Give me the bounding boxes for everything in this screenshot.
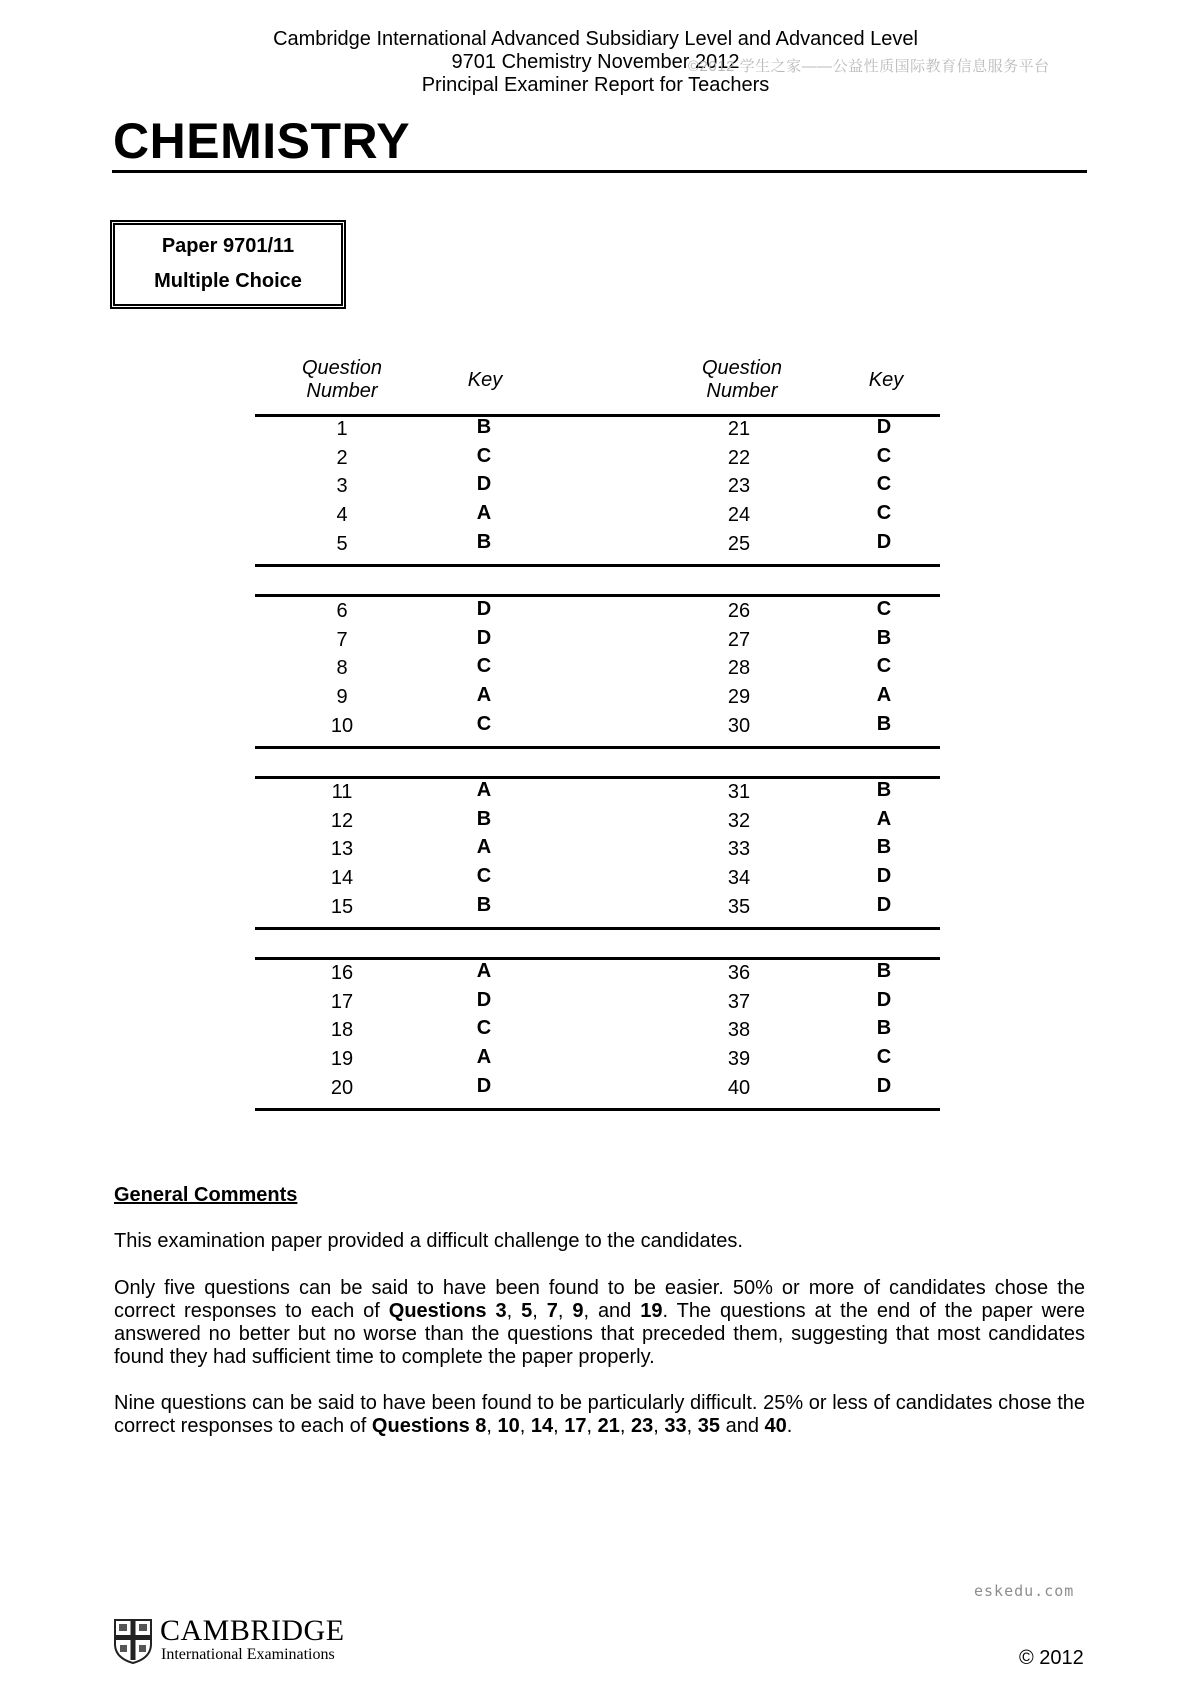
col-header-key-left: Key [467,369,503,391]
answer-key: A [476,779,492,801]
answer-key: B [876,960,892,982]
p3-text-a: Nine questions can be said to have been found to be particularly difficult. 25% or less of candidates chose the correct responses to each of [114,1392,1085,1437]
p3-q-number: 35 [697,1415,721,1437]
answer-key: B [876,779,892,801]
question-number: 20 [330,1076,354,1099]
question-number: 6 [336,600,348,622]
question-number: 34 [727,867,751,890]
p2-text-b: . The questions at the end of the paper were answered no better but no worse than the questions that preceded them, suggesting that most candidates found they had sufficient time to complete the paper properly. [114,1300,1085,1368]
p3-q-number: 23 [631,1415,654,1437]
paragraph-2: Only five questions can be said to have been found to be easier. 50% or more of candidates chose the correct responses to each of Questions 3, 5, 7, 9, and 19. The questions at the end of the paper were answered no better but no worse than the questions that preceded them, suggesting that most candidates found they had sufficient time to complete the paper properly. [114,1277,1085,1368]
table-rule [255,957,940,960]
question-number: 28 [727,657,751,680]
question-number: 16 [330,962,354,984]
answer-key: D [876,893,892,916]
answer-key: D [476,473,492,496]
answer-key: C [476,712,492,735]
p3-q-number: 33 [664,1415,687,1437]
answer-key: C [876,655,892,678]
table-rule [255,564,940,567]
col-header-key-right: Key [868,369,904,391]
table-rule [255,776,940,779]
p3-q-number: 10 [497,1415,520,1437]
question-number: 39 [727,1048,751,1071]
p3-q-number: 40 [764,1415,787,1437]
question-number: 7 [336,628,348,651]
page-title: CHEMISTRY [113,113,411,169]
answer-key: C [476,444,492,467]
p3-q-number: 14 [530,1415,554,1437]
answer-key: A [876,807,892,830]
answer-key: A [476,1046,492,1069]
answer-key: C [876,1046,892,1069]
header-line-2: 9701 Chemistry November 2012 [451,51,740,73]
p2-text-a: Only five questions can be said to have been found to be easier. 50% or more of candidates chose the correct responses to each of [114,1277,1085,1322]
question-number: 29 [727,686,751,709]
answer-key: B [476,807,492,830]
title-rule [112,170,1087,173]
header-line-3: Principal Examiner Report for Teachers [421,74,770,96]
answer-key: C [876,502,892,525]
question-number: 8 [336,657,348,680]
table-rule [255,746,940,749]
copyright: © 2012 [1019,1647,1084,1669]
answer-key: A [476,502,492,525]
p2-q-number: 3 [495,1300,507,1322]
question-number: 11 [331,781,353,803]
question-number: 18 [330,1019,354,1042]
footer-url: eskedu.com [974,1582,1075,1600]
answer-key: C [876,598,892,620]
question-number: 21 [727,418,751,440]
question-number: 9 [336,686,348,709]
question-number: 19 [330,1048,354,1071]
paper-box [110,220,346,309]
question-number: 15 [330,895,354,918]
answer-key: D [876,416,892,438]
question-number: 5 [336,532,348,555]
answer-key: B [876,626,892,649]
col-header-question-line2: Number [706,380,778,402]
question-number: 3 [336,475,348,498]
answer-key: B [476,530,492,553]
p2-questions: Questions [388,1300,487,1322]
p2-q-number: 7 [546,1300,558,1322]
answer-key: A [476,836,492,859]
answer-key: A [876,684,892,707]
answer-key: C [876,444,892,467]
question-number: 1 [336,418,348,440]
table-rule [255,927,940,930]
question-number: 23 [727,475,751,498]
answer-key: D [876,530,892,553]
paper-type: Multiple Choice [154,270,302,292]
answer-key: D [876,1074,892,1097]
answer-key: B [876,1017,892,1040]
question-number: 17 [330,990,354,1013]
table-rule [255,414,940,417]
watermark: ©2012 学生之家——公益性质国际教育信息服务平台 [688,58,1050,75]
answer-key: D [876,865,892,888]
answer-key: B [876,712,892,735]
question-number: 38 [727,1019,751,1042]
question-number: 10 [330,714,354,737]
question-number: 31 [727,781,751,803]
answer-key: B [876,836,892,859]
answer-key: C [476,865,492,888]
general-comments-heading: General Comments [114,1184,298,1206]
paragraph-1: This examination paper provided a difficult challenge to the candidates. [114,1230,743,1252]
logo-subtitle: International Examinations [161,1646,335,1663]
question-number: 33 [727,838,751,861]
answer-key: B [476,893,492,916]
paragraph-3: Nine questions can be said to have been found to be particularly difficult. 25% or less of candidates chose the correct responses to each of Questions 8, 10, 14, 17, 21, 23, 33, 35 and 40. [114,1392,1085,1437]
table-rule [255,594,940,597]
question-number: 32 [727,809,751,832]
cambridge-crest-icon [113,1618,153,1664]
p3-questions: Questions [371,1415,470,1437]
question-number: 40 [727,1076,751,1099]
answer-key: D [476,988,492,1011]
p3-q-number: 17 [564,1415,587,1437]
answer-key: D [476,626,492,649]
col-header-question-line1: Question [701,357,783,379]
question-number: 12 [330,809,354,832]
p3-q-number: 8 [475,1415,487,1437]
question-number: 35 [727,895,751,918]
question-number: 24 [727,504,751,527]
question-number: 36 [727,962,751,984]
question-number: 4 [336,504,348,527]
p3-q-number: 21 [597,1415,620,1437]
question-number: 25 [727,532,751,555]
col-header-question-left [282,357,402,403]
question-number: 13 [330,838,354,861]
answer-key: C [876,473,892,496]
answer-key: A [476,960,492,982]
answer-key: B [476,416,492,438]
question-number: 26 [727,600,751,622]
logo-wordmark: CAMBRIDGE [160,1614,345,1647]
answer-key: C [476,1017,492,1040]
answer-key: D [476,1074,492,1097]
p2-q-number: 9 [572,1300,584,1322]
col-header-question-line1: Question [301,357,383,379]
question-number: 27 [727,628,751,651]
question-number: 37 [727,990,751,1013]
col-header-question-right [682,357,802,403]
answer-key: D [476,598,492,620]
p2-q-number: 19 [640,1300,663,1322]
p2-q-number: 5 [521,1300,533,1322]
answer-key: A [476,684,492,707]
question-number: 14 [330,867,354,890]
col-header-question-line2: Number [306,380,378,402]
question-number: 2 [336,446,348,469]
question-number: 22 [727,446,751,469]
paper-code: Paper 9701/11 [161,235,295,257]
question-number: 30 [727,714,751,737]
answer-key: D [876,988,892,1011]
answer-key: C [476,655,492,678]
table-rule [255,1108,940,1111]
header-line-1: Cambridge International Advanced Subsidiary Level and Advanced Level [273,28,918,50]
